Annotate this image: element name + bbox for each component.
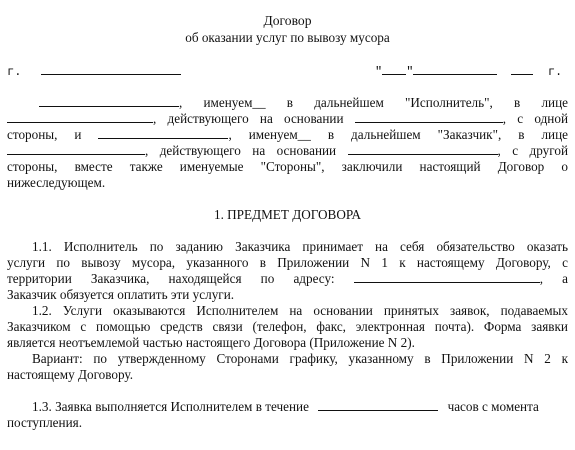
intro-line-4 [7, 143, 568, 159]
clause-1-1-line-2: услуги по вывозу мусора, указанного в Приложении N 1 к настоящему Договору, с [7, 255, 568, 270]
clause-1-3-text-1a: 1.3. Заявка выполняется Исполнителем в течение [32, 399, 309, 414]
clause-1-1-text-3a: территории Заказчика, находящейся по адресу: [7, 271, 335, 286]
intro-text-3b: , именуем__ в дальнейшем "Заказчик", в лице [228, 127, 569, 142]
intro-line-5: стороны, вместе также именуемые "Стороны", заключили настоящий Договор о [7, 159, 568, 174]
customer-basis-blank [348, 143, 498, 155]
date-quote-open: " [375, 65, 383, 79]
clause-1-1-line-3 [7, 271, 568, 287]
clause-1-1-line-4: Заказчик обязуется оплатить эти услуги. [7, 287, 235, 302]
clause-1-1-line-1: 1.1. Исполнитель по заданию Заказчика принимает на себя обязательство оказать [32, 239, 568, 254]
hours-blank [318, 399, 438, 411]
intro-text-2b: , с одной [502, 111, 568, 126]
intro-text-4b: , с другой [497, 143, 568, 158]
clause-1-2-line-3: является неотъемлемой частью настоящего Договора (Приложение N 2). [7, 335, 415, 350]
intro-line-1 [7, 95, 568, 111]
section-1-heading: 1. ПРЕДМЕТ ДОГОВОРА [213, 207, 362, 222]
intro-line-3 [7, 127, 568, 143]
date-quote-close: " [406, 65, 414, 79]
executor-basis-blank [355, 111, 503, 123]
year-suffix: г. [547, 65, 563, 79]
clause-1-2-line-2: Заказчиком с помощью средств связи (телефон, факс, электронная почта). Форма заявки [7, 319, 568, 334]
intro-text-2a: , действующего на основании [153, 111, 344, 126]
day-blank [382, 63, 406, 75]
document-subtitle: об оказании услуг по вывозу мусора [185, 30, 390, 45]
executor-name-blank [39, 95, 179, 107]
address-blank [354, 271, 540, 283]
intro-text-3a: стороны, и [7, 127, 82, 142]
intro-line-6: нижеследующем. [7, 175, 106, 190]
year-blank [511, 63, 533, 75]
customer-name-blank [98, 127, 228, 139]
clause-1-2-line-1: 1.2. Услуги оказываются Исполнителем на основании принятых заявок, подаваемых [32, 303, 568, 318]
clause-1-1-text-3b: , а [539, 271, 568, 286]
document-title: Договор [263, 13, 312, 28]
clause-1-3-text-1b: часов с момента [447, 399, 539, 414]
variant-line-1: Вариант: по утвержденному Сторонами графику, указанному в Приложении N 2 к [32, 351, 568, 366]
variant-line-2: настоящему Договору. [7, 367, 133, 382]
intro-line-2 [7, 111, 568, 127]
city-label: г. [7, 65, 22, 79]
month-blank [413, 63, 497, 75]
city-blank [41, 63, 181, 75]
intro-text-1: , именуем__ в дальнейшем "Исполнитель", в лице [179, 95, 568, 110]
city-date-line [7, 63, 568, 80]
customer-rep-blank [7, 143, 145, 155]
clause-1-3-line-1 [7, 399, 575, 415]
clause-1-3-line-2: поступления. [7, 415, 82, 430]
intro-text-4a: , действующего на основании [145, 143, 337, 158]
executor-rep-blank [7, 111, 153, 123]
